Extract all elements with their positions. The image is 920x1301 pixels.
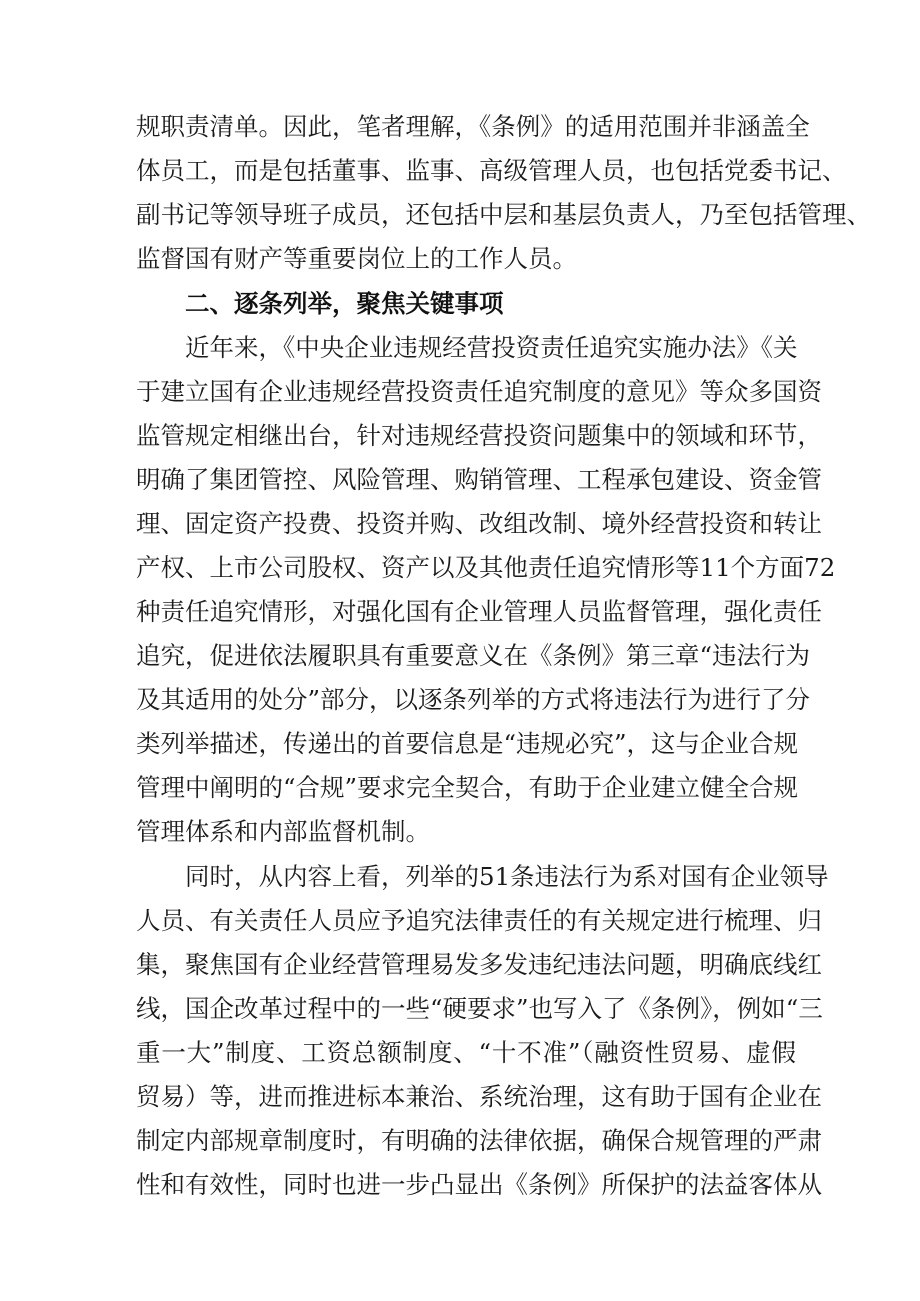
paragraph-line: 线，国企改革过程中的一些“硬要求”也写入了《条例》，例如“三 [136, 994, 823, 1023]
paragraph-line: 追究，促进依法履职具有重要意义在《条例》第三章“违法行为 [136, 641, 811, 670]
paragraph-line: 产权、上市公司股权、资产以及其他责任追究情形等11个方面72 [136, 553, 836, 582]
paragraph-line: 近年来，《中央企业违规经营投资责任追究实施办法》《关 [185, 333, 798, 362]
paragraph-line: 明确了集团管控、风险管理、购销管理、工程承包建设、资金管 [136, 465, 822, 494]
paragraph-line: 管理中阐明的“合规”要求完全契合，有助于企业建立健全合规 [136, 773, 799, 802]
paragraph-line: 体员工，而是包括董事、监事、高级管理人员，也包括党委书记、 [136, 156, 847, 185]
paragraph-line: 性和有效性，同时也进一步凸显出《条例》所保护的法益客体从 [136, 1170, 822, 1199]
paragraph-line: 监管规定相继出台，针对违规经营投资问题集中的领域和环节， [136, 421, 822, 450]
paragraph-line: 规职责清单。因此，笔者理解，《条例》的适用范围并非涵盖全 [136, 112, 810, 141]
paragraph-line: 于建立国有企业违规经营投资责任追究制度的意见》等众多国资 [136, 377, 822, 406]
paragraph-line: 制定内部规章制度时，有明确的法律依据，确保合规管理的严肃 [136, 1126, 822, 1155]
section-heading: 二、逐条列举，聚焦关键事项 [185, 289, 504, 318]
paragraph-line: 管理体系和内部监督机制。 [136, 817, 430, 846]
paragraph-line: 同时，从内容上看，列举的51条违法行为系对国有企业领导 [185, 862, 829, 891]
paragraph-line: 集，聚焦国有企业经营管理易发多发违纪违法问题，明确底线红 [136, 950, 822, 979]
paragraph-line: 重一大”制度、工资总额制度、“十不准”（融资性贸易、虚假 [136, 1038, 796, 1067]
paragraph-line: 副书记等领导班子成员，还包括中层和基层负责人，乃至包括管理、 [136, 200, 871, 229]
paragraph-line: 种责任追究情形，对强化国有企业管理人员监督管理，强化责任 [136, 597, 822, 626]
paragraph-line: 及其适用的处分”部分，以逐条列举的方式将违法行为进行了分 [136, 685, 811, 714]
paragraph-line: 理、固定资产投费、投资并购、改组改制、境外经营投资和转让 [136, 509, 822, 538]
paragraph-line: 贸易）等，进而推进标本兼治、系统治理，这有助于国有企业在 [136, 1082, 822, 1111]
paragraph-line: 监督国有财产等重要岗位上的工作人员。 [136, 244, 577, 273]
paragraph-line: 人员、有关责任人员应予追究法律责任的有关规定进行梳理、归 [136, 906, 822, 935]
paragraph-line: 类列举描述，传递出的首要信息是“违规必究”，这与企业合规 [136, 729, 799, 758]
